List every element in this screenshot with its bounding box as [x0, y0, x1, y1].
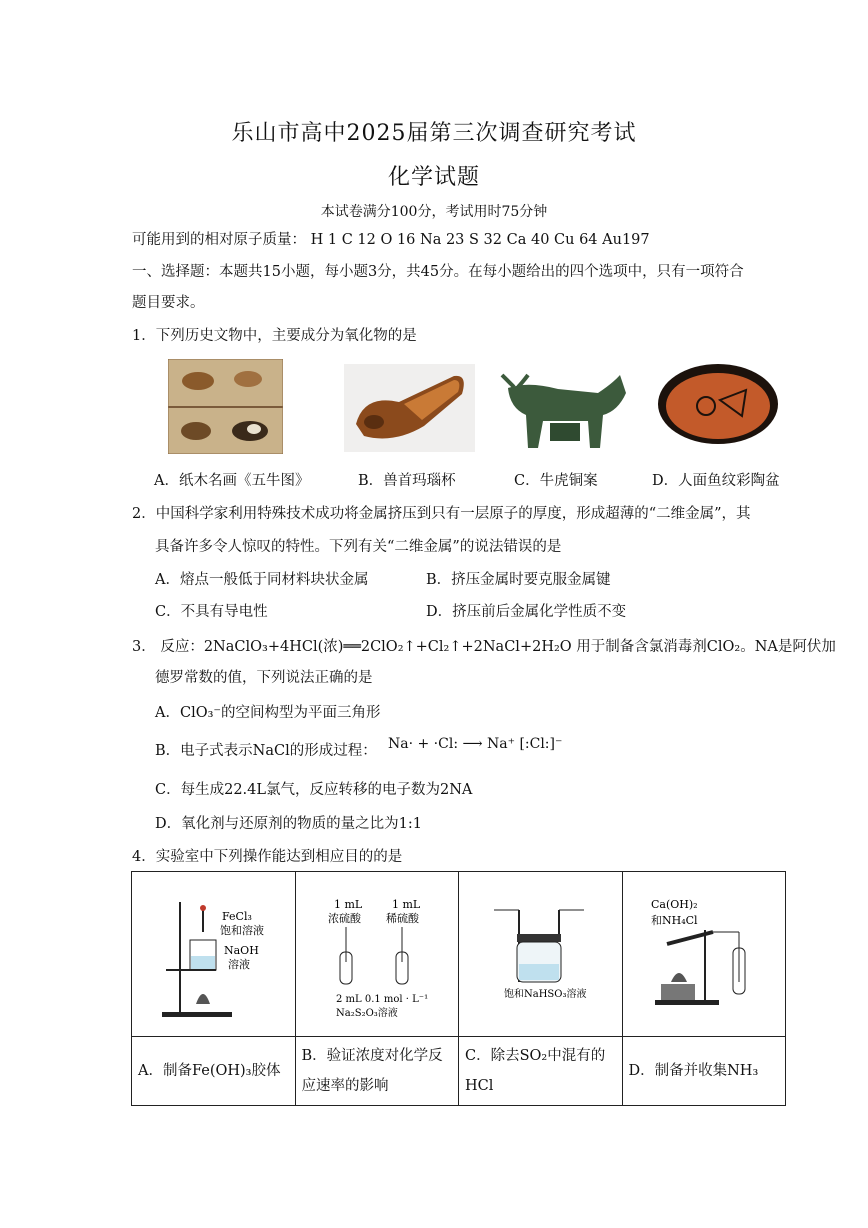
q3-option-d[interactable]: D．氧化剂与还原剂的物质的量之比为1:1 — [155, 816, 422, 832]
section-heading-line2: 题目要求。 — [132, 295, 205, 311]
q4-figure-c — [459, 872, 623, 1037]
q2-stem-line1: 2．中国科学家利用特殊技术成功将金属挤压到只有一层原子的厚度，形成超薄的“二维金属”，其 — [132, 506, 751, 522]
q4-figure-a — [132, 872, 296, 1037]
section-heading-line1: 一、选择题：本题共15小题，每小题3分，共45分。在每小题给出的四个选项中，只有一项符合 — [132, 264, 744, 280]
fig-b-label-5: 2 mL 0.1 mol · L⁻¹ — [335, 994, 428, 1005]
painting-five-oxen-image — [168, 359, 283, 454]
exam-info: 本试卷满分100分，考试用时75分钟 — [320, 204, 548, 220]
q2-stem-line2: 具备许多令人惊叹的特性。下列有关“二维金属”的说法错误的是 — [155, 539, 562, 555]
q4-figure-b — [295, 872, 459, 1037]
q3-stem-line2: 德罗常数的值，下列说法正确的是 — [155, 670, 373, 686]
q1-stem: 1．下列历史文物中，主要成分为氧化物的是 — [132, 328, 417, 344]
q4-option-b[interactable]: B．验证浓度对化学反应速率的影响 — [295, 1037, 459, 1106]
q1-option-d[interactable]: D．人面鱼纹彩陶盆 — [652, 473, 780, 489]
fig-b-label-2: 浓硫酸 — [327, 912, 361, 925]
fig-d-label-2: 和NH₄Cl — [650, 914, 698, 927]
fig-a-label-2: 饱和溶液 — [220, 924, 264, 937]
q4-figure-d — [622, 872, 786, 1037]
q4-option-c[interactable]: C．除去SO₂中混有的HCl — [459, 1037, 623, 1106]
fig-b-label-1: 1 mL — [333, 898, 362, 911]
apparatus-c-figure — [459, 872, 622, 1032]
apparatus-b-figure — [296, 872, 459, 1032]
q3-stem-line1: 3． 反应：2NaClO₃+4HCl(浓)══2ClO₂↑+Cl₂↑+2NaCl+2H₂O 用于制备含氯消毒剂ClO₂。NA是阿伏加 — [132, 639, 836, 655]
agate-cup-image — [344, 364, 475, 452]
q4-option-a[interactable]: A．制备Fe(OH)₃胶体 — [132, 1037, 296, 1106]
fig-a-label-3: NaOH — [224, 944, 259, 957]
q4-stem: 4．实验室中下列操作能达到相应目的的是 — [132, 849, 403, 865]
exam-title: 乐山市高中2025届第三次调查研究考试 — [231, 121, 637, 146]
fig-b-label-4: 稀硫酸 — [385, 912, 419, 925]
q1-option-c[interactable]: C．牛虎铜案 — [514, 473, 598, 489]
q3-option-b-formula: Na· + ·Cl: ⟶ Na⁺ [:Cl:]⁻ — [388, 736, 563, 752]
apparatus-a-figure — [132, 872, 295, 1032]
fig-d-label-1: Ca(OH)₂ — [650, 898, 698, 911]
q2-option-d[interactable]: D．挤压前后金属化学性质不变 — [426, 604, 627, 620]
q3-option-a[interactable]: A．ClO₃⁻的空间构型为平面三角形 — [155, 705, 381, 721]
q4-table — [131, 871, 786, 1106]
subject-title: 化学试题 — [387, 165, 480, 190]
pottery-basin-image — [656, 360, 780, 453]
fig-a-label-4: 溶液 — [228, 958, 250, 971]
bronze-table-image — [488, 363, 633, 456]
apparatus-d-figure — [623, 872, 786, 1032]
q2-option-a[interactable]: A．熔点一般低于同材料块状金属 — [155, 572, 369, 588]
atomic-masses: 可能用到的相对原子质量： H 1 C 12 O 16 Na 23 S 32 Ca 40 Cu 64 Au197 — [132, 232, 650, 248]
q3-option-c[interactable]: C．每生成22.4L氯气，反应转移的电子数为2NA — [155, 782, 473, 798]
fig-b-label-3: 1 mL — [391, 898, 420, 911]
q4-option-d[interactable]: D．制备并收集NH₃ — [622, 1037, 786, 1106]
q2-option-c[interactable]: C．不具有导电性 — [155, 604, 268, 620]
fig-a-label-1: FeCl₃ — [222, 910, 252, 923]
q3-option-b[interactable]: B．电子式表示NaCl的形成过程： — [155, 743, 377, 759]
q1-option-a[interactable]: A．纸木名画《五牛图》 — [154, 473, 310, 489]
q1-option-b[interactable]: B．兽首玛瑙杯 — [358, 473, 456, 489]
q2-option-b[interactable]: B．挤压金属时要克服金属键 — [426, 572, 611, 588]
fig-c-label-1: 饱和NaHSO₃溶液 — [504, 989, 587, 1000]
fig-b-label-6: Na₂S₂O₃溶液 — [335, 1008, 398, 1019]
